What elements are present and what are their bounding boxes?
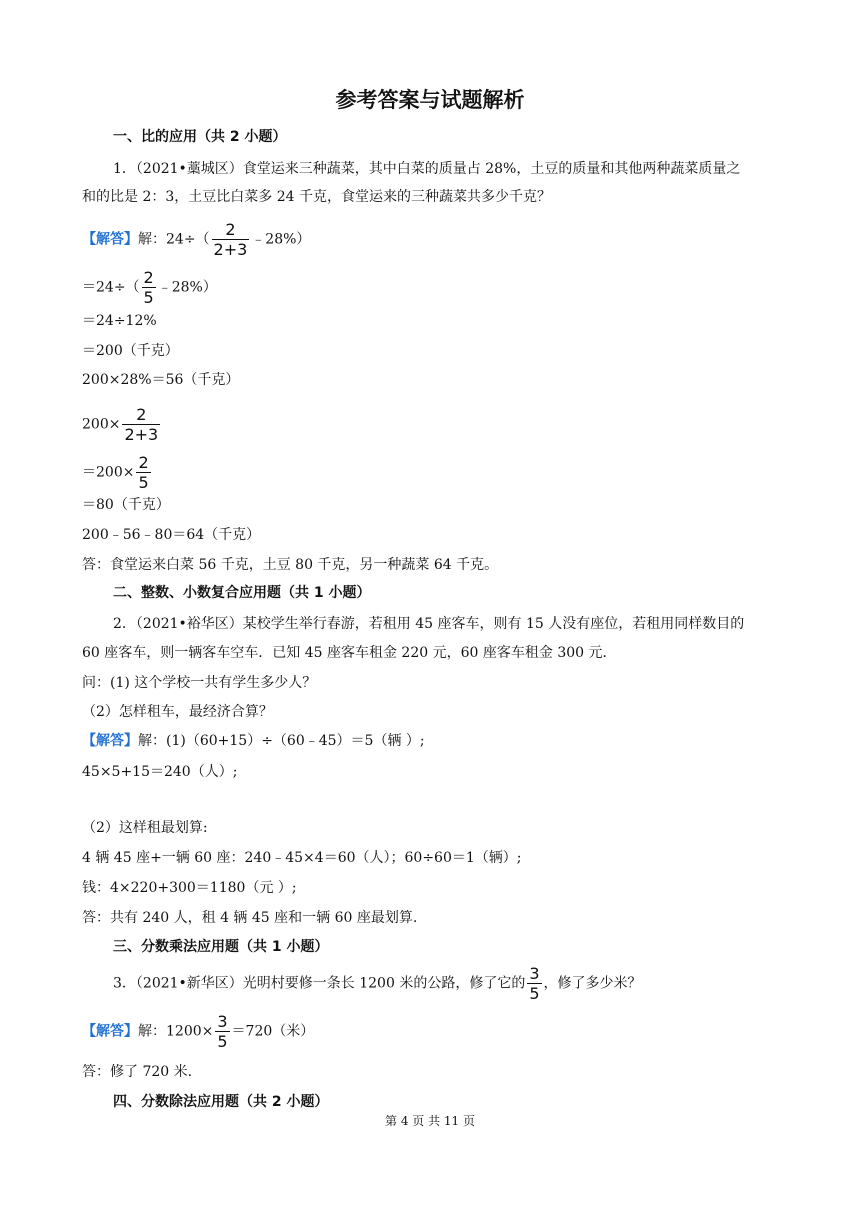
solution-2-line-1: 【解答】解：(1)（60+15）÷（60﹣45）＝5（辆 ）;: [82, 733, 425, 749]
solution-line-1: 【解答】解：24÷（ $\frac{2}{2+3}$ ﹣28%）: [82, 220, 311, 259]
solution-2-line-4: 4 辆 45 座+一辆 60 座：240﹣45×4＝60（人）；60÷60＝1（辆）;: [82, 850, 522, 866]
answer-tag: 【解答】: [82, 733, 138, 749]
solution-2-line-3: （2）这样租最划算:: [82, 820, 208, 836]
question-3: 3．（2021•新华区）光明村要修一条长 1200 米的公路，修了它的 $\frac{3}{5}$ ，修了多少米？: [113, 964, 642, 1003]
question-2-line-2: 60 座客车，则一辆客车空车．已知 45 座客车租金 220 元，60 座客车租金 300 元．: [82, 645, 617, 661]
solution-line-6: 200× $\frac{2}{2+3}$: [82, 405, 159, 444]
solution-line-5: 200×28%＝56（千克）: [82, 372, 240, 388]
fraction: $\frac{2}{5}$: [138, 453, 149, 492]
fraction: $\frac{2}{2+3}$: [213, 220, 248, 259]
solution-line-3: ＝24÷12%: [82, 313, 157, 329]
question-1-line-1: 1．（2021•藁城区）食堂运来三种蔬菜，其中白菜的质量占 28%，土豆的质量和其他两种蔬菜质量之: [113, 161, 741, 177]
section-heading-1: 一、比的应用（共 2 小题）: [113, 129, 287, 145]
solution-2-line-5: 钱：4×220+300＝1180（元 ）;: [82, 880, 297, 896]
solution-3: 【解答】解：1200× $\frac{3}{5}$ ＝720（米）: [82, 1012, 315, 1051]
solution-line-9: 200﹣56﹣80＝64（千克）: [82, 527, 261, 543]
page-title: 参考答案与试题解析: [335, 88, 525, 112]
solution-line-7: ＝200× $\frac{2}{5}$: [82, 453, 149, 492]
solution-2-line-2: 45×5+15＝240（人）;: [82, 764, 238, 780]
section-heading-3: 三、分数乘法应用题（共 1 小题）: [113, 939, 329, 955]
solution-line-8: ＝80（千克）: [82, 497, 170, 513]
question-2-line-4: （2）怎样租车，最经济合算？: [82, 704, 273, 720]
fraction: $\frac{3}{5}$: [529, 964, 540, 1003]
answer-2: 答：共有 240 人，租 4 辆 45 座和一辆 60 座最划算.: [82, 910, 418, 926]
solution-line-4: ＝200（千克）: [82, 343, 179, 359]
answer-tag: 【解答】: [82, 231, 138, 248]
answer-3: 答：修了 720 米.: [82, 1064, 193, 1080]
section-heading-2: 二、整数、小数复合应用题（共 1 小题）: [113, 585, 371, 601]
answer-1: 答：食堂运来白菜 56 千克，土豆 80 千克，另一种蔬菜 64 千克。: [82, 557, 499, 573]
question-2-line-1: 2．（2021•裕华区）某校学生举行春游，若租用 45 座客车，则有 15 人没有座位，若租用同样数目的: [113, 616, 745, 632]
fraction: $\frac{3}{5}$: [217, 1012, 228, 1051]
question-1-line-2: 和的比是 2：3，土豆比白菜多 24 千克，食堂运来的三种蔬菜共多少千克？: [82, 189, 551, 205]
section-heading-4: 四、分数除法应用题（共 2 小题）: [113, 1094, 329, 1110]
answer-tag: 【解答】: [82, 1023, 138, 1040]
fraction: $\frac{2}{2+3}$: [124, 405, 159, 444]
question-2-line-3: 问：(1) 这个学校一共有学生多少人？: [82, 675, 317, 691]
solution-line-2: ＝24÷（ $\frac{2}{5}$ ﹣28%）: [82, 268, 217, 307]
page-footer: 第 4 页 共 11 页: [385, 1114, 475, 1128]
fraction: $\frac{2}{5}$: [143, 268, 154, 307]
